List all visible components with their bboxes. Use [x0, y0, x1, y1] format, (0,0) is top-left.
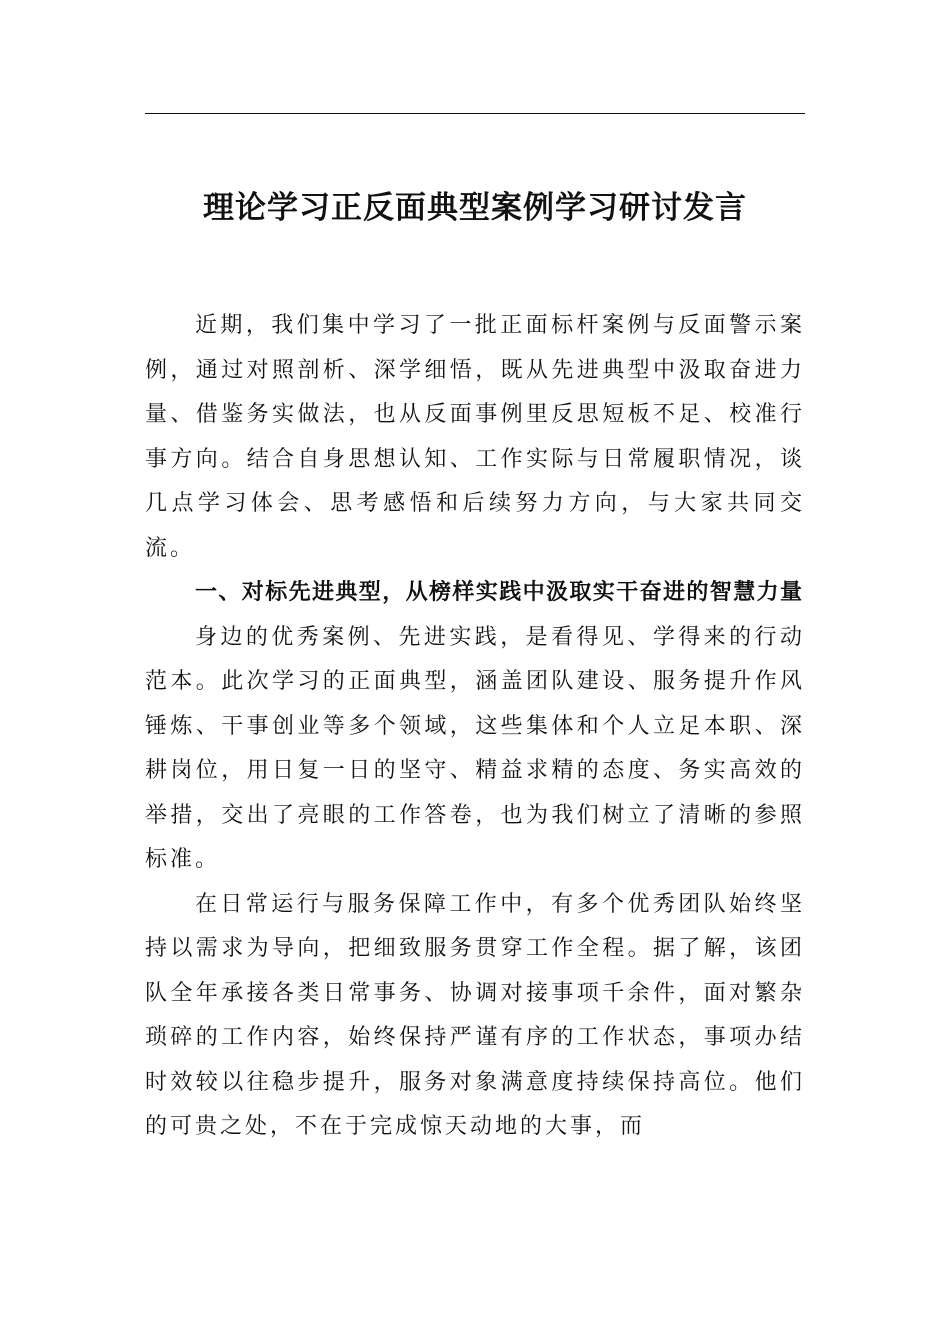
document-title: 理论学习正反面典型案例学习研讨发言: [203, 190, 747, 226]
section-heading: 一、对标先进典型，从榜样实践中汲取实干奋进的智慧力量: [195, 580, 804, 605]
body-paragraph: 在日常运行与服务保障工作中，有多个优秀团队始终坚持以需求为导向，把细致服务贯穿工作全程。据了解，该团队全年承接各类日常事务、协调对接事项千余件，面对繁杂琐碎的工作内容，始终保持严谨有序的工作状态，事项办结时效较以往稳步提升，服务对象满意度持续保持高位。他们的可贵之处，不在于完成惊天动地的大事，而: [145, 891, 805, 1139]
document-body: [145, 304, 805, 1150]
header-rule: [145, 113, 805, 114]
body-paragraph: 身边的优秀案例、先进实践，是看得见、学得来的行动范本。此次学习的正面典型，涵盖团队建设、服务提升作风锤炼、干事创业等多个领域，这些集体和个人立足本职、深耕岗位，用日复一日的坚守、精益求精的态度、务实高效的举措，交出了亮眼的工作答卷，也为我们树立了清晰的参照标准。: [145, 624, 805, 872]
intro-paragraph: 近期，我们集中学习了一批正面标杆案例与反面警示案例，通过对照剖析、深学细悟，既从先进典型中汲取奋进力量、借鉴务实做法，也从反面事例里反思短板不足、校准行事方向。结合自身思想认知、工作实际与日常履职情况，谈几点学习体会、思考感悟和后续努力方向，与大家共同交流。: [145, 313, 805, 561]
